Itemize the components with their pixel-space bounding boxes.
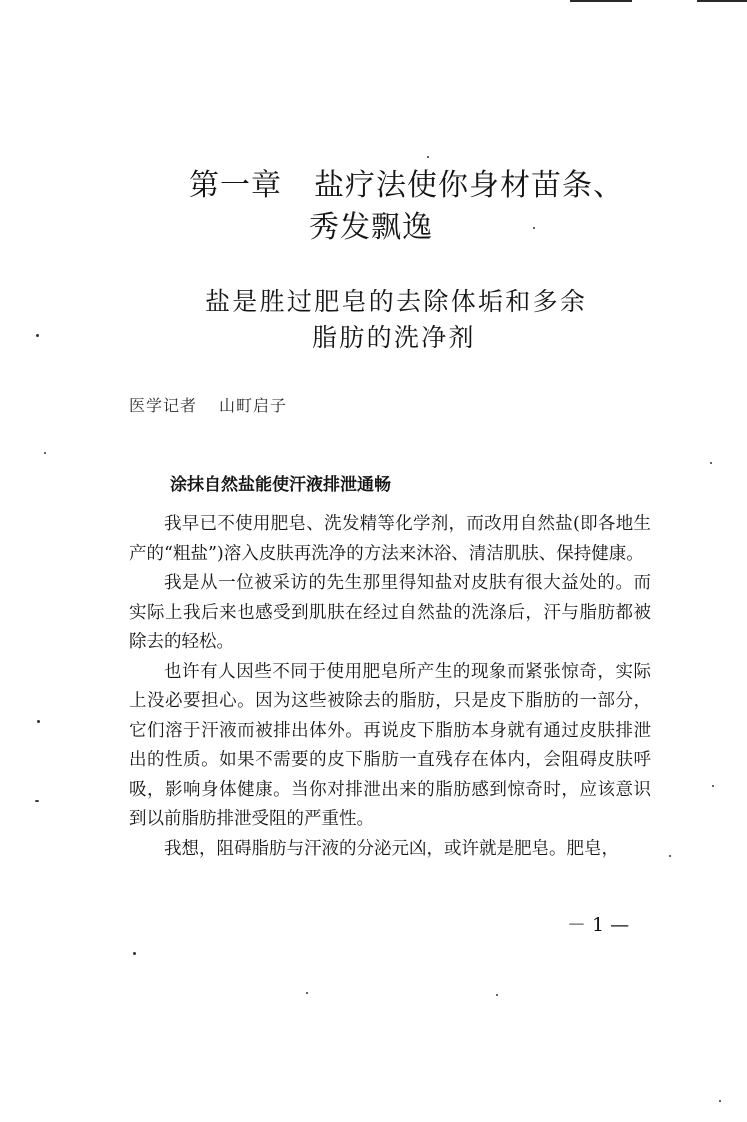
scan-speck	[427, 156, 429, 158]
scan-speck	[669, 855, 671, 857]
top-rule-left	[570, 0, 632, 2]
top-rule-right	[697, 0, 747, 2]
scan-speck	[496, 994, 498, 996]
page-number: － 1 —	[567, 914, 630, 936]
byline	[129, 393, 287, 416]
scan-speck	[712, 785, 714, 787]
paragraph: 也许有人因些不同于使用肥皂所产生的现象而紧张惊奇，实际上没必要担心。因为这些被除去的脂肪，只是皮下脂肪的一部分，它们溶于汗液而被排出体外。再说皮下脂肪本身就有通过皮肤排泄出的性质。如果不需要的皮下脂肪一直残存在体内，会阻碍皮肤呼吸，影响身体健康。当你对排泄出来的脂肪感到惊奇时，应该意识到以前脂肪排泄受阻的严重性。	[129, 661, 651, 829]
scan-speck	[133, 952, 136, 955]
chapter-number: 第一章	[189, 168, 282, 203]
article-title-line2: 脂肪的洗净剂	[312, 323, 476, 352]
scan-speck	[35, 800, 39, 802]
paragraph: 我想，阻碍脂肪与汗液的分泌元凶，或许就是肥皂。肥皂，	[164, 838, 619, 859]
body-text	[129, 510, 651, 864]
scan-speck	[36, 334, 39, 337]
scan-speck	[44, 452, 46, 454]
paragraph: 我是从一位被采访的先生那里得知盐对皮肤有很大益处的。而实际上我后来也感受到肌肤在经过自然盐的洗涤后，汗与脂肪都被除去的轻松。	[129, 573, 651, 652]
scan-speck	[37, 720, 40, 723]
chapter-title-text: 盐疗法使你身材苗条、	[314, 168, 624, 203]
scan-speck	[710, 462, 712, 464]
scan-speck	[306, 992, 308, 994]
paragraph: 我早已不使用肥皂、洗发精等化学剂，而改用自然盐(即各地生产的“粗盐”)溶入皮肤再洗净的方法来沐浴、清洁肌肤、保持健康。	[129, 514, 651, 564]
chapter-title-line1	[189, 160, 624, 204]
scan-speck	[533, 227, 535, 229]
section-heading: 涂抹自然盐能使汗液排泄通畅	[170, 475, 391, 495]
byline-name: 山町启子	[219, 396, 288, 415]
chapter-title-line2: 秀发飘逸	[309, 210, 433, 245]
scan-speck	[719, 1100, 721, 1102]
article-title-line1: 盐是胜过肥皂的去除体垢和多余	[205, 287, 588, 316]
byline-role: 医学记者	[129, 396, 198, 415]
